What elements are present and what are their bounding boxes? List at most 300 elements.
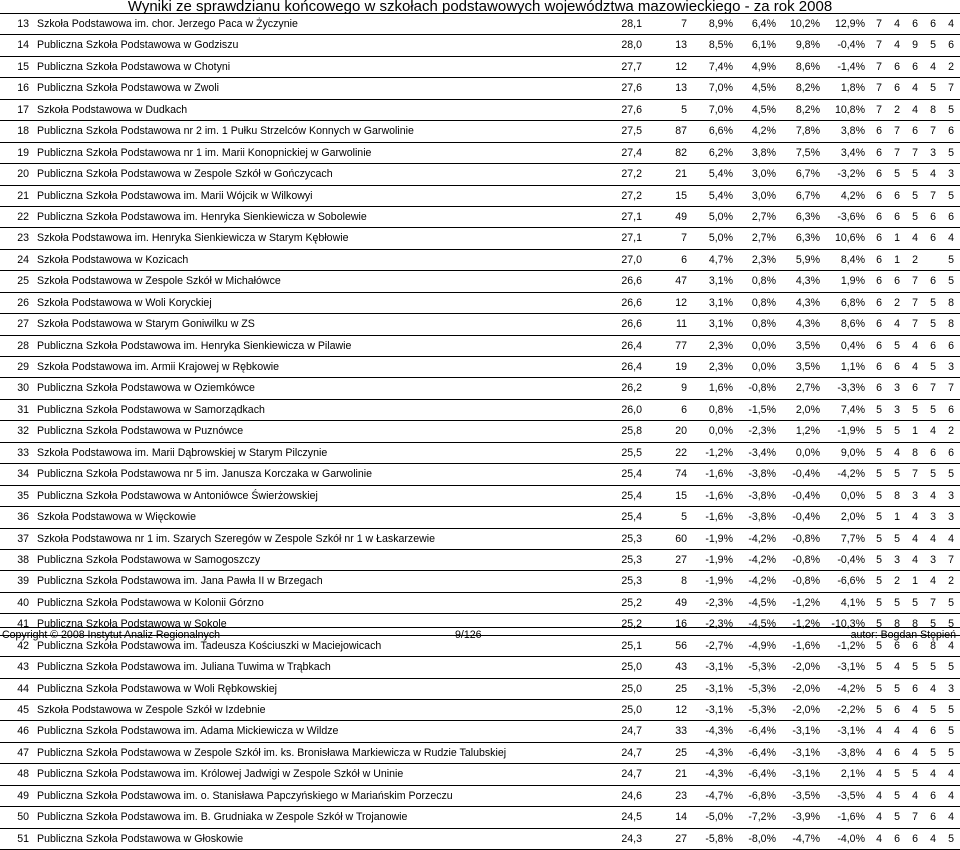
stanine-cell-2: 5: [894, 811, 900, 824]
percent-cell-4: -4,0%: [837, 832, 865, 845]
percent-cell-3: 4,3%: [795, 318, 820, 331]
percent-cell-1: -2,3%: [705, 618, 733, 631]
percent-cell-4: 7,7%: [840, 532, 865, 545]
percent-cell-2: -3,8%: [748, 489, 776, 502]
rank-cell: 18: [17, 125, 29, 138]
average-score-cell: 25,2: [621, 618, 642, 631]
percent-cell-1: -4,3%: [705, 768, 733, 781]
school-name-cell: Szkoła Podstawowa w Więckowie: [37, 511, 196, 524]
stanine-cell-1: 5: [876, 446, 882, 459]
school-name-cell: Szkoła Podstawowa w Dudkach: [37, 103, 188, 116]
rank-cell: 32: [17, 425, 29, 438]
stanine-cell-5: 8: [948, 318, 954, 331]
school-name-cell: Publiczna Szkoła Podstawowa w Oziemkówce: [37, 382, 255, 395]
school-name-cell: Publiczna Szkoła Podstawowa im. Królowej Jadwigi w Zespole Szkół w Uninie: [37, 768, 404, 781]
rank-cell: 51: [17, 832, 29, 845]
stanine-cell-3: 9: [912, 39, 918, 52]
rank-cell: 19: [17, 146, 29, 159]
student-count-cell: 22: [675, 446, 687, 459]
stanine-cell-3: 4: [912, 789, 918, 802]
average-score-cell: 27,6: [621, 103, 642, 116]
stanine-cell-1: 4: [876, 746, 882, 759]
student-count-cell: 5: [681, 511, 687, 524]
percent-cell-1: -3,1%: [705, 704, 733, 716]
stanine-cell-2: 7: [894, 125, 900, 138]
stanine-cell-1: 5: [876, 618, 882, 631]
average-score-cell: 24,3: [621, 832, 642, 845]
stanine-cell-2: 8: [894, 489, 900, 502]
stanine-cell-1: 7: [876, 103, 882, 116]
percent-cell-2: -4,2%: [748, 553, 776, 566]
percent-cell-2: -4,5%: [748, 596, 776, 609]
stanine-cell-5: 2: [948, 425, 954, 438]
average-score-cell: 27,1: [621, 210, 642, 223]
percent-cell-1: -3,1%: [705, 682, 733, 695]
stanine-cell-2: 7: [894, 146, 900, 159]
percent-cell-1: -1,9%: [705, 553, 733, 566]
stanine-cell-5: 6: [948, 125, 954, 138]
average-score-cell: 27,6: [621, 82, 642, 95]
percent-cell-2: 0,0%: [751, 361, 776, 373]
stanine-cell-1: 5: [876, 639, 882, 652]
stanine-cell-3: 7: [912, 296, 918, 309]
stanine-cell-4: 5: [930, 318, 936, 331]
table-row: [0, 400, 960, 421]
stanine-cell-5: 5: [948, 596, 954, 609]
table-row: [0, 228, 960, 249]
student-count-cell: 21: [675, 768, 687, 781]
rank-cell: 40: [17, 596, 29, 609]
student-count-cell: 27: [675, 832, 687, 845]
student-count-cell: 82: [675, 146, 687, 159]
average-score-cell: 27,7: [621, 60, 642, 73]
percent-cell-2: 4,5%: [751, 103, 776, 116]
school-name-cell: Publiczna Szkoła Podstawowa w Chotyni: [37, 60, 231, 73]
stanine-cell-1: 5: [876, 704, 882, 716]
table-row: [0, 657, 960, 678]
percent-cell-4: -3,1%: [837, 725, 865, 738]
percent-cell-3: -3,9%: [792, 811, 820, 824]
stanine-cell-4: 6: [930, 232, 936, 245]
table-row: [0, 164, 960, 185]
student-count-cell: 27: [675, 553, 687, 566]
stanine-cell-4: 5: [930, 82, 936, 95]
percent-cell-2: -2,3%: [748, 425, 776, 438]
stanine-cell-4: 4: [930, 575, 936, 588]
stanine-cell-1: 7: [876, 18, 882, 30]
stanine-cell-2: 5: [894, 682, 900, 695]
school-name-cell: Publiczna Szkoła Podstawowa w Zespole Szkół im. ks. Bronisława Markiewicza w Rudzie Talubskiej: [37, 746, 507, 759]
footer-copyright: Copyright © 2008 Instytut Analiz Regionalnych: [2, 629, 221, 641]
average-score-cell: 25,4: [621, 468, 642, 481]
rank-cell: 17: [17, 103, 29, 116]
student-count-cell: 74: [675, 468, 687, 481]
average-score-cell: 24,7: [621, 725, 642, 738]
stanine-cell-4: 8: [930, 103, 936, 116]
table-row: [0, 464, 960, 485]
percent-cell-2: -4,9%: [748, 639, 776, 652]
average-score-cell: 25,5: [621, 446, 642, 459]
stanine-cell-2: 1: [894, 511, 900, 524]
percent-cell-3: -3,1%: [792, 768, 820, 781]
table-row: [0, 593, 960, 614]
percent-cell-4: -3,1%: [837, 661, 865, 674]
rank-cell: 31: [17, 403, 29, 416]
average-score-cell: 27,5: [621, 125, 642, 138]
results-table: [0, 13, 960, 850]
stanine-cell-2: 4: [894, 18, 900, 30]
stanine-cell-3: 6: [912, 382, 918, 395]
rank-cell: 33: [17, 446, 29, 459]
student-count-cell: 56: [675, 639, 687, 652]
percent-cell-2: 4,5%: [751, 82, 776, 95]
percent-cell-4: 10,8%: [834, 103, 865, 116]
rank-cell: 25: [17, 275, 29, 288]
stanine-cell-5: 5: [948, 103, 954, 116]
percent-cell-2: 3,8%: [751, 146, 776, 159]
stanine-cell-4: 6: [930, 18, 936, 30]
percent-cell-4: -3,8%: [837, 746, 865, 759]
stanine-cell-4: 5: [930, 618, 936, 631]
stanine-cell-3: 7: [912, 468, 918, 481]
stanine-cell-3: 3: [912, 489, 918, 502]
student-count-cell: 77: [675, 339, 687, 352]
percent-cell-2: -4,2%: [748, 532, 776, 545]
stanine-cell-3: 5: [912, 189, 918, 202]
percent-cell-3: 9,8%: [795, 39, 820, 52]
percent-cell-2: 0,8%: [751, 318, 776, 331]
school-name-cell: Publiczna Szkoła Podstawowa im. B. Grudniaka w Zespole Szkół w Trojanowie: [37, 811, 408, 824]
percent-cell-3: -2,0%: [792, 704, 820, 716]
stanine-cell-5: 5: [948, 146, 954, 159]
average-score-cell: 26,2: [621, 382, 642, 395]
table-row: [0, 100, 960, 121]
stanine-cell-5: 2: [948, 60, 954, 73]
school-name-cell: Publiczna Szkoła Podstawowa im. Adama Mickiewicza w Wildze: [37, 725, 339, 738]
percent-cell-4: -10,3%: [831, 618, 865, 631]
percent-cell-2: 0,8%: [751, 296, 776, 309]
stanine-cell-3: 7: [912, 146, 918, 159]
stanine-cell-2: 5: [894, 789, 900, 802]
stanine-cell-1: 5: [876, 661, 882, 674]
stanine-cell-2: 5: [894, 425, 900, 438]
rank-cell: 30: [17, 382, 29, 395]
average-score-cell: 25,3: [621, 553, 642, 566]
stanine-cell-5: 4: [948, 789, 954, 802]
percent-cell-4: 1,9%: [840, 275, 865, 288]
percent-cell-3: 6,3%: [795, 232, 820, 245]
stanine-cell-5: 3: [948, 489, 954, 502]
rank-cell: 14: [17, 39, 29, 52]
stanine-cell-3: 4: [912, 532, 918, 545]
percent-cell-4: 1,1%: [840, 361, 865, 373]
percent-cell-3: -0,8%: [792, 575, 820, 588]
stanine-cell-2: 5: [894, 596, 900, 609]
student-count-cell: 13: [675, 82, 687, 95]
stanine-cell-5: 6: [948, 446, 954, 459]
school-name-cell: Publiczna Szkoła Podstawowa nr 2 im. 1 Pułku Strzelców Konnych w Garwolinie: [37, 125, 414, 138]
percent-cell-4: -2,2%: [837, 704, 865, 716]
stanine-cell-1: 5: [876, 596, 882, 609]
percent-cell-3: -2,0%: [792, 682, 820, 695]
percent-cell-4: 8,4%: [840, 253, 865, 266]
percent-cell-4: -1,9%: [837, 425, 865, 438]
stanine-cell-2: 6: [894, 832, 900, 845]
percent-cell-3: 1,2%: [795, 425, 820, 438]
percent-cell-1: 8,5%: [708, 39, 733, 52]
rank-cell: 43: [17, 661, 29, 674]
rank-cell: 36: [17, 511, 29, 524]
average-score-cell: 25,8: [621, 425, 642, 438]
stanine-cell-1: 7: [876, 60, 882, 73]
stanine-cell-4: 4: [930, 682, 936, 695]
stanine-cell-4: 6: [930, 275, 936, 288]
table-row: [0, 764, 960, 785]
percent-cell-2: -6,4%: [748, 725, 776, 738]
percent-cell-4: -1,6%: [837, 811, 865, 824]
percent-cell-1: 5,0%: [708, 232, 733, 245]
stanine-cell-2: 2: [894, 575, 900, 588]
student-count-cell: 21: [675, 168, 687, 181]
stanine-cell-5: 4: [948, 768, 954, 781]
stanine-cell-5: 5: [948, 468, 954, 481]
stanine-cell-4: 4: [930, 832, 936, 845]
table-row: [0, 378, 960, 399]
rank-cell: 47: [17, 746, 29, 759]
percent-cell-1: 6,2%: [708, 146, 733, 159]
percent-cell-2: 0,0%: [751, 339, 776, 352]
footer-page-number: 9/126: [455, 629, 482, 641]
stanine-cell-1: 6: [876, 361, 882, 373]
percent-cell-1: -4,3%: [705, 725, 733, 738]
average-score-cell: 24,6: [621, 789, 642, 802]
percent-cell-2: -3,8%: [748, 511, 776, 524]
school-name-cell: Szkoła Podstawowa im. Henryka Sienkiewicza w Starym Kębłowie: [37, 232, 349, 245]
stanine-cell-1: 7: [876, 82, 882, 95]
percent-cell-4: -0,4%: [837, 39, 865, 52]
percent-cell-1: 5,4%: [708, 168, 733, 181]
school-name-cell: Publiczna Szkoła Podstawowa w Zwoli: [37, 82, 219, 95]
student-count-cell: 43: [675, 661, 687, 674]
school-name-cell: Publiczna Szkoła Podstawowa w Samorządkach: [37, 403, 265, 416]
rank-cell: 48: [17, 768, 29, 781]
average-score-cell: 25,4: [621, 511, 642, 524]
table-row: [0, 786, 960, 807]
percent-cell-1: 8,9%: [708, 18, 733, 30]
stanine-cell-5: 6: [948, 210, 954, 223]
percent-cell-3: 8,2%: [795, 103, 820, 116]
percent-cell-2: 4,9%: [751, 60, 776, 73]
percent-cell-1: -1,9%: [705, 532, 733, 545]
stanine-cell-2: 6: [894, 639, 900, 652]
stanine-cell-1: 6: [876, 318, 882, 331]
stanine-cell-4: 4: [930, 60, 936, 73]
rank-cell: 41: [17, 618, 29, 631]
stanine-cell-5: 3: [948, 511, 954, 524]
percent-cell-3: 5,9%: [795, 253, 820, 266]
average-score-cell: 24,7: [621, 768, 642, 781]
percent-cell-4: 4,1%: [840, 596, 865, 609]
stanine-cell-3: 6: [912, 125, 918, 138]
student-count-cell: 11: [676, 318, 687, 331]
percent-cell-2: -4,2%: [748, 575, 776, 588]
student-count-cell: 6: [681, 403, 687, 416]
average-score-cell: 27,4: [621, 146, 642, 159]
school-name-cell: Publiczna Szkoła Podstawowa w Woli Rębkowskiej: [37, 682, 278, 695]
stanine-cell-4: 4: [930, 489, 936, 502]
stanine-cell-2: 6: [894, 746, 900, 759]
table-row: [0, 529, 960, 550]
percent-cell-4: 10,6%: [834, 232, 865, 245]
percent-cell-4: -4,2%: [837, 682, 865, 695]
percent-cell-1: 6,6%: [708, 125, 733, 138]
percent-cell-4: -1,2%: [837, 639, 865, 652]
rank-cell: 26: [17, 296, 29, 309]
stanine-cell-2: 6: [894, 704, 900, 716]
average-score-cell: 27,2: [621, 168, 642, 181]
stanine-cell-2: 6: [894, 210, 900, 223]
student-count-cell: 20: [675, 425, 687, 438]
percent-cell-1: 5,4%: [708, 189, 733, 202]
stanine-cell-2: 3: [894, 553, 900, 566]
percent-cell-1: -1,2%: [705, 446, 733, 459]
stanine-cell-5: 4: [948, 532, 954, 545]
stanine-cell-1: 6: [876, 210, 882, 223]
average-score-cell: 26,0: [621, 403, 642, 416]
percent-cell-3: 6,3%: [795, 210, 820, 223]
stanine-cell-2: 4: [894, 661, 900, 674]
rank-cell: 49: [17, 789, 29, 802]
student-count-cell: 25: [675, 746, 687, 759]
stanine-cell-2: 2: [894, 296, 900, 309]
rank-cell: 39: [17, 575, 29, 588]
stanine-cell-5: 5: [948, 189, 954, 202]
stanine-cell-2: 6: [894, 189, 900, 202]
stanine-cell-5: 3: [948, 682, 954, 695]
table-row: [0, 571, 960, 592]
stanine-cell-1: 5: [876, 468, 882, 481]
stanine-cell-2: 3: [894, 382, 900, 395]
rank-cell: 15: [17, 60, 29, 73]
percent-cell-1: 0,0%: [708, 425, 733, 438]
percent-cell-1: -2,3%: [705, 596, 733, 609]
percent-cell-4: 6,8%: [840, 296, 865, 309]
stanine-cell-1: 5: [876, 425, 882, 438]
table-row: [0, 14, 960, 35]
percent-cell-3: -0,8%: [792, 532, 820, 545]
student-count-cell: 12: [675, 296, 687, 309]
stanine-cell-4: 5: [930, 403, 936, 416]
stanine-cell-4: 3: [930, 146, 936, 159]
stanine-cell-1: 6: [876, 382, 882, 395]
rank-cell: 13: [17, 18, 29, 30]
stanine-cell-4: 7: [930, 125, 936, 138]
percent-cell-4: 0,0%: [840, 489, 865, 502]
percent-cell-1: 1,6%: [708, 382, 733, 395]
student-count-cell: 15: [675, 489, 687, 502]
stanine-cell-1: 6: [876, 339, 882, 352]
stanine-cell-5: 6: [948, 39, 954, 52]
percent-cell-4: 12,9%: [834, 18, 865, 30]
percent-cell-3: 2,7%: [795, 382, 820, 395]
student-count-cell: 12: [675, 704, 687, 716]
stanine-cell-3: 5: [912, 768, 918, 781]
percent-cell-4: 7,4%: [840, 403, 865, 416]
stanine-cell-3: 8: [912, 618, 918, 631]
table-row: [0, 293, 960, 314]
percent-cell-4: 2,1%: [840, 768, 865, 781]
average-score-cell: 24,5: [621, 811, 642, 824]
table-row: [0, 250, 960, 271]
stanine-cell-4: 6: [930, 725, 936, 738]
average-score-cell: 28,1: [621, 18, 642, 30]
student-count-cell: 7: [681, 232, 687, 245]
stanine-cell-4: 3: [930, 553, 936, 566]
average-score-cell: 26,4: [621, 361, 642, 373]
stanine-cell-3: 6: [912, 639, 918, 652]
student-count-cell: 5: [681, 103, 687, 116]
percent-cell-1: 7,4%: [708, 60, 733, 73]
percent-cell-1: -1,6%: [705, 489, 733, 502]
stanine-cell-1: 6: [876, 275, 882, 288]
percent-cell-3: 8,6%: [795, 60, 820, 73]
rank-cell: 45: [17, 704, 29, 716]
stanine-cell-4: 3: [930, 511, 936, 524]
stanine-cell-2: 4: [894, 318, 900, 331]
percent-cell-3: 6,7%: [795, 168, 820, 181]
percent-cell-3: 4,3%: [795, 296, 820, 309]
rank-cell: 21: [17, 189, 29, 202]
percent-cell-4: -3,6%: [837, 210, 865, 223]
stanine-cell-1: 4: [876, 789, 882, 802]
percent-cell-2: 2,7%: [751, 210, 776, 223]
rank-cell: 29: [17, 361, 29, 373]
school-name-cell: Publiczna Szkoła Podstawowa nr 5 im. Janusza Korczaka w Garwolinie: [37, 468, 373, 481]
school-name-cell: Szkoła Podstawowa w Zespole Szkół w Izdebnie: [37, 704, 266, 716]
stanine-cell-4: 5: [930, 39, 936, 52]
stanine-cell-4: 4: [930, 768, 936, 781]
table-row: [0, 486, 960, 507]
school-name-cell: Publiczna Szkoła Podstawowa w Kolonii Górzno: [37, 596, 264, 609]
percent-cell-3: 3,5%: [795, 361, 820, 373]
percent-cell-3: 10,2%: [789, 18, 820, 30]
stanine-cell-3: 2: [912, 253, 918, 266]
student-count-cell: 6: [681, 253, 687, 266]
stanine-cell-5: 5: [948, 832, 954, 845]
rank-cell: 38: [17, 553, 29, 566]
student-count-cell: 33: [675, 725, 687, 738]
stanine-cell-2: 5: [894, 532, 900, 545]
percent-cell-2: -8,0%: [748, 832, 776, 845]
stanine-cell-1: 6: [876, 146, 882, 159]
stanine-cell-5: 5: [948, 275, 954, 288]
average-score-cell: 25,2: [621, 596, 642, 609]
school-name-cell: Szkoła Podstawowa nr 1 im. Szarych Szeregów w Zespole Szkół nr 1 w Łaskarzewie: [37, 532, 436, 545]
percent-cell-2: 2,7%: [751, 232, 776, 245]
stanine-cell-4: 6: [930, 210, 936, 223]
stanine-cell-5: 7: [948, 82, 954, 95]
percent-cell-2: -3,8%: [748, 468, 776, 481]
average-score-cell: 25,1: [621, 639, 642, 652]
school-name-cell: Publiczna Szkoła Podstawowa w Samogoszczy: [37, 553, 261, 566]
stanine-cell-1: 6: [876, 168, 882, 181]
percent-cell-4: -3,3%: [837, 382, 865, 395]
table-row: [0, 507, 960, 528]
table-row: [0, 35, 960, 56]
stanine-cell-1: 5: [876, 575, 882, 588]
table-row: [0, 121, 960, 142]
rank-cell: 50: [17, 811, 29, 824]
